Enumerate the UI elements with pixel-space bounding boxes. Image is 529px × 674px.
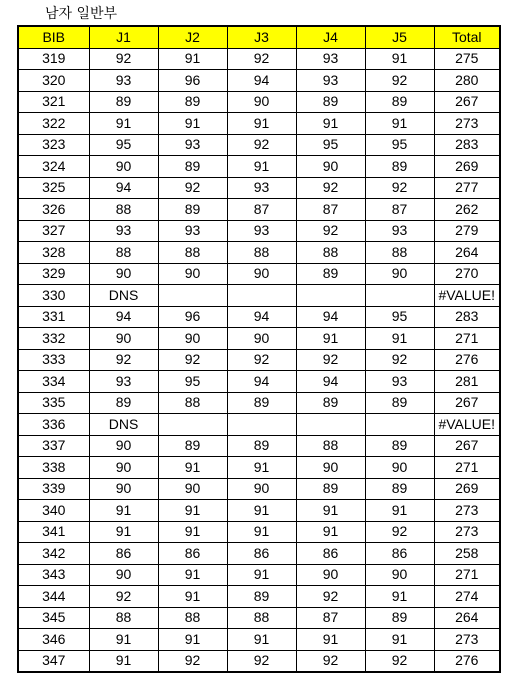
table-row: [18, 392, 500, 414]
cell-total[interactable]: 269: [434, 478, 500, 500]
cell-j1[interactable]: 93: [89, 220, 158, 242]
cell-j1[interactable]: 88: [89, 607, 158, 629]
cell-j4[interactable]: 92: [296, 650, 365, 672]
cell-j1[interactable]: 90: [89, 156, 158, 178]
cell-j3[interactable]: [227, 414, 296, 436]
cell-total[interactable]: 279: [434, 220, 500, 242]
header-total[interactable]: Total: [434, 26, 500, 48]
cell-j1[interactable]: 90: [89, 478, 158, 500]
cell-j5[interactable]: 95: [365, 306, 434, 328]
cell-total[interactable]: 280: [434, 70, 500, 92]
cell-j5[interactable]: 90: [365, 263, 434, 285]
cell-j3[interactable]: 89: [227, 586, 296, 608]
table-row: [18, 220, 500, 242]
cell-j3[interactable]: 91: [227, 113, 296, 135]
cell-j3[interactable]: 90: [227, 91, 296, 113]
cell-j4[interactable]: 94: [296, 306, 365, 328]
cell-total[interactable]: 283: [434, 134, 500, 156]
cell-j5[interactable]: 92: [365, 349, 434, 371]
cell-bib[interactable]: 324: [18, 156, 89, 178]
cell-bib[interactable]: 328: [18, 242, 89, 264]
cell-total[interactable]: 283: [434, 306, 500, 328]
cell-j5[interactable]: 95: [365, 134, 434, 156]
cell-j4[interactable]: 91: [296, 113, 365, 135]
cell-j2[interactable]: 93: [158, 220, 227, 242]
cell-j5[interactable]: 89: [365, 607, 434, 629]
table-row: [18, 199, 500, 221]
cell-bib[interactable]: 331: [18, 306, 89, 328]
cell-j3[interactable]: [227, 285, 296, 307]
cell-j3[interactable]: 93: [227, 177, 296, 199]
cell-bib[interactable]: 346: [18, 629, 89, 651]
cell-j2[interactable]: 88: [158, 242, 227, 264]
cell-j5[interactable]: 92: [365, 650, 434, 672]
table-row: [18, 156, 500, 178]
header-j1[interactable]: J1: [89, 26, 158, 48]
cell-j2[interactable]: 89: [158, 156, 227, 178]
cell-j2[interactable]: 91: [158, 48, 227, 70]
cell-j2[interactable]: 92: [158, 650, 227, 672]
cell-j5[interactable]: 90: [365, 564, 434, 586]
table-row: [18, 414, 500, 436]
cell-j3[interactable]: 94: [227, 306, 296, 328]
cell-bib[interactable]: 335: [18, 392, 89, 414]
cell-j4[interactable]: 92: [296, 349, 365, 371]
table-row: [18, 629, 500, 651]
cell-j5[interactable]: 91: [365, 500, 434, 522]
table-row: [18, 435, 500, 457]
cell-j2[interactable]: 96: [158, 70, 227, 92]
cell-j5[interactable]: 91: [365, 586, 434, 608]
cell-j1[interactable]: DNS: [89, 414, 158, 436]
table-row: [18, 285, 500, 307]
cell-bib[interactable]: 334: [18, 371, 89, 393]
cell-j5[interactable]: 93: [365, 220, 434, 242]
table-row: [18, 91, 500, 113]
cell-j1[interactable]: 88: [89, 242, 158, 264]
cell-j2[interactable]: 93: [158, 134, 227, 156]
cell-j3[interactable]: 91: [227, 564, 296, 586]
cell-total[interactable]: 281: [434, 371, 500, 393]
cell-j5[interactable]: [365, 414, 434, 436]
cell-j4[interactable]: 91: [296, 521, 365, 543]
table-row: [18, 650, 500, 672]
cell-j4[interactable]: 90: [296, 564, 365, 586]
cell-total[interactable]: 273: [434, 500, 500, 522]
table-row: [18, 177, 500, 199]
cell-j4[interactable]: 88: [296, 435, 365, 457]
cell-j4[interactable]: 89: [296, 478, 365, 500]
table-row: [18, 242, 500, 264]
cell-j2[interactable]: 90: [158, 478, 227, 500]
cell-j1[interactable]: 90: [89, 564, 158, 586]
cell-j4[interactable]: 91: [296, 328, 365, 350]
table-row: [18, 457, 500, 479]
cell-bib[interactable]: 341: [18, 521, 89, 543]
cell-j2[interactable]: 89: [158, 435, 227, 457]
cell-j3[interactable]: 93: [227, 220, 296, 242]
cell-j1[interactable]: 91: [89, 650, 158, 672]
cell-total[interactable]: 267: [434, 392, 500, 414]
cell-j4[interactable]: 92: [296, 177, 365, 199]
cell-bib[interactable]: 319: [18, 48, 89, 70]
cell-j2[interactable]: 90: [158, 328, 227, 350]
cell-j5[interactable]: 93: [365, 371, 434, 393]
cell-j1[interactable]: 92: [89, 48, 158, 70]
cell-j5[interactable]: 87: [365, 199, 434, 221]
cell-j4[interactable]: 95: [296, 134, 365, 156]
cell-j2[interactable]: 86: [158, 543, 227, 565]
cell-j5[interactable]: 89: [365, 91, 434, 113]
cell-j1[interactable]: 93: [89, 371, 158, 393]
header-j4[interactable]: J4: [296, 26, 365, 48]
table-row: [18, 306, 500, 328]
cell-j4[interactable]: 87: [296, 199, 365, 221]
cell-j5[interactable]: 89: [365, 435, 434, 457]
cell-j4[interactable]: 92: [296, 220, 365, 242]
cell-j2[interactable]: 91: [158, 629, 227, 651]
cell-j3[interactable]: 89: [227, 435, 296, 457]
cell-j1[interactable]: 91: [89, 113, 158, 135]
table-row: [18, 564, 500, 586]
cell-j3[interactable]: 91: [227, 457, 296, 479]
cell-j1[interactable]: 91: [89, 629, 158, 651]
cell-j4[interactable]: 92: [296, 586, 365, 608]
cell-j3[interactable]: 90: [227, 328, 296, 350]
cell-j2[interactable]: 88: [158, 392, 227, 414]
cell-j4[interactable]: 89: [296, 91, 365, 113]
cell-total[interactable]: 273: [434, 113, 500, 135]
cell-bib[interactable]: 327: [18, 220, 89, 242]
cell-j5[interactable]: 91: [365, 629, 434, 651]
cell-total[interactable]: 277: [434, 177, 500, 199]
cell-total[interactable]: 274: [434, 586, 500, 608]
cell-total[interactable]: 276: [434, 349, 500, 371]
cell-total[interactable]: 262: [434, 199, 500, 221]
cell-j3[interactable]: 94: [227, 371, 296, 393]
cell-j1[interactable]: 91: [89, 500, 158, 522]
table-row: [18, 70, 500, 92]
header-row: [18, 26, 500, 48]
cell-bib[interactable]: 323: [18, 134, 89, 156]
cell-total[interactable]: 267: [434, 435, 500, 457]
cell-j1[interactable]: 90: [89, 435, 158, 457]
cell-j1[interactable]: 90: [89, 457, 158, 479]
cell-j2[interactable]: 89: [158, 199, 227, 221]
cell-total[interactable]: 275: [434, 48, 500, 70]
cell-bib[interactable]: 330: [18, 285, 89, 307]
cell-bib[interactable]: 321: [18, 91, 89, 113]
cell-j2[interactable]: 91: [158, 521, 227, 543]
cell-j3[interactable]: 87: [227, 199, 296, 221]
cell-total[interactable]: 271: [434, 564, 500, 586]
table-row: [18, 134, 500, 156]
cell-total[interactable]: 276: [434, 650, 500, 672]
cell-j4[interactable]: 87: [296, 607, 365, 629]
cell-total[interactable]: 271: [434, 457, 500, 479]
cell-j3[interactable]: 89: [227, 392, 296, 414]
cell-j2[interactable]: [158, 285, 227, 307]
cell-j4[interactable]: 94: [296, 371, 365, 393]
table-row: [18, 478, 500, 500]
cell-total[interactable]: #VALUE!: [434, 414, 500, 436]
cell-j5[interactable]: 92: [365, 521, 434, 543]
cell-bib[interactable]: 337: [18, 435, 89, 457]
cell-j4[interactable]: [296, 285, 365, 307]
cell-j5[interactable]: 92: [365, 70, 434, 92]
scores-table: [17, 25, 501, 673]
cell-j4[interactable]: 90: [296, 156, 365, 178]
cell-j2[interactable]: 92: [158, 177, 227, 199]
cell-j5[interactable]: 91: [365, 328, 434, 350]
cell-j2[interactable]: 95: [158, 371, 227, 393]
cell-j2[interactable]: 91: [158, 564, 227, 586]
table-row: [18, 113, 500, 135]
table-row: [18, 521, 500, 543]
cell-bib[interactable]: 320: [18, 70, 89, 92]
cell-j2[interactable]: 92: [158, 349, 227, 371]
cell-j5[interactable]: 86: [365, 543, 434, 565]
cell-bib[interactable]: 329: [18, 263, 89, 285]
cell-j5[interactable]: 89: [365, 156, 434, 178]
cell-bib[interactable]: 332: [18, 328, 89, 350]
cell-bib[interactable]: 339: [18, 478, 89, 500]
cell-bib[interactable]: 322: [18, 113, 89, 135]
cell-j2[interactable]: [158, 414, 227, 436]
cell-j3[interactable]: 86: [227, 543, 296, 565]
cell-j1[interactable]: 95: [89, 134, 158, 156]
table-row: [18, 586, 500, 608]
cell-j3[interactable]: 91: [227, 521, 296, 543]
table-body: [18, 48, 500, 672]
cell-j1[interactable]: DNS: [89, 285, 158, 307]
cell-j4[interactable]: 91: [296, 500, 365, 522]
table-row: [18, 328, 500, 350]
cell-bib[interactable]: 333: [18, 349, 89, 371]
cell-j3[interactable]: 92: [227, 349, 296, 371]
cell-j4[interactable]: 90: [296, 457, 365, 479]
cell-j3[interactable]: 91: [227, 156, 296, 178]
cell-j2[interactable]: 91: [158, 500, 227, 522]
cell-j1[interactable]: 92: [89, 586, 158, 608]
cell-total[interactable]: 264: [434, 607, 500, 629]
cell-j5[interactable]: 89: [365, 392, 434, 414]
cell-bib[interactable]: 340: [18, 500, 89, 522]
cell-j2[interactable]: 89: [158, 91, 227, 113]
cell-j4[interactable]: 89: [296, 263, 365, 285]
cell-j4[interactable]: 91: [296, 629, 365, 651]
cell-j5[interactable]: 91: [365, 113, 434, 135]
cell-j3[interactable]: 92: [227, 48, 296, 70]
cell-j1[interactable]: 88: [89, 199, 158, 221]
header-j2[interactable]: J2: [158, 26, 227, 48]
cell-bib[interactable]: 342: [18, 543, 89, 565]
cell-j3[interactable]: 88: [227, 242, 296, 264]
cell-total[interactable]: 270: [434, 263, 500, 285]
header-j5[interactable]: J5: [365, 26, 434, 48]
cell-j1[interactable]: 90: [89, 328, 158, 350]
cell-j2[interactable]: 91: [158, 586, 227, 608]
cell-j1[interactable]: 90: [89, 263, 158, 285]
cell-j5[interactable]: 89: [365, 478, 434, 500]
cell-bib[interactable]: 326: [18, 199, 89, 221]
cell-bib[interactable]: 325: [18, 177, 89, 199]
cell-j3[interactable]: 92: [227, 134, 296, 156]
cell-j3[interactable]: 90: [227, 478, 296, 500]
cell-total[interactable]: 267: [434, 91, 500, 113]
cell-total[interactable]: 258: [434, 543, 500, 565]
cell-total[interactable]: 273: [434, 629, 500, 651]
cell-j2[interactable]: 91: [158, 457, 227, 479]
header-bib[interactable]: BIB: [18, 26, 89, 48]
cell-j4[interactable]: 93: [296, 48, 365, 70]
cell-bib[interactable]: 345: [18, 607, 89, 629]
cell-j1[interactable]: 86: [89, 543, 158, 565]
cell-j1[interactable]: 91: [89, 521, 158, 543]
cell-bib[interactable]: 338: [18, 457, 89, 479]
cell-j3[interactable]: 88: [227, 607, 296, 629]
cell-j2[interactable]: 96: [158, 306, 227, 328]
table-row: [18, 500, 500, 522]
cell-total[interactable]: 271: [434, 328, 500, 350]
cell-total[interactable]: #VALUE!: [434, 285, 500, 307]
cell-bib[interactable]: 344: [18, 586, 89, 608]
cell-j5[interactable]: 92: [365, 177, 434, 199]
sheet-caption: 남자 일반부: [45, 6, 118, 22]
cell-j1[interactable]: 93: [89, 70, 158, 92]
cell-bib[interactable]: 343: [18, 564, 89, 586]
table-row: [18, 543, 500, 565]
table-row: [18, 349, 500, 371]
table-row: [18, 607, 500, 629]
cell-j3[interactable]: 91: [227, 500, 296, 522]
cell-j4[interactable]: [296, 414, 365, 436]
cell-j3[interactable]: 91: [227, 629, 296, 651]
cell-bib[interactable]: 347: [18, 650, 89, 672]
cell-j1[interactable]: 89: [89, 392, 158, 414]
cell-j1[interactable]: 92: [89, 349, 158, 371]
table-row: [18, 371, 500, 393]
cell-j5[interactable]: 91: [365, 48, 434, 70]
cell-j1[interactable]: 94: [89, 177, 158, 199]
header-j3[interactable]: J3: [227, 26, 296, 48]
cell-j2[interactable]: 90: [158, 263, 227, 285]
cell-j4[interactable]: 89: [296, 392, 365, 414]
cell-bib[interactable]: 336: [18, 414, 89, 436]
cell-total[interactable]: 264: [434, 242, 500, 264]
table-row: [18, 263, 500, 285]
cell-j2[interactable]: 88: [158, 607, 227, 629]
cell-j1[interactable]: 89: [89, 91, 158, 113]
cell-j5[interactable]: 88: [365, 242, 434, 264]
cell-j5[interactable]: [365, 285, 434, 307]
cell-j3[interactable]: 94: [227, 70, 296, 92]
table-row: [18, 48, 500, 70]
cell-j4[interactable]: 93: [296, 70, 365, 92]
cell-total[interactable]: 269: [434, 156, 500, 178]
cell-j2[interactable]: 91: [158, 113, 227, 135]
cell-j1[interactable]: 94: [89, 306, 158, 328]
cell-j4[interactable]: 88: [296, 242, 365, 264]
cell-j5[interactable]: 90: [365, 457, 434, 479]
cell-total[interactable]: 273: [434, 521, 500, 543]
cell-j3[interactable]: 92: [227, 650, 296, 672]
cell-j3[interactable]: 90: [227, 263, 296, 285]
cell-j4[interactable]: 86: [296, 543, 365, 565]
